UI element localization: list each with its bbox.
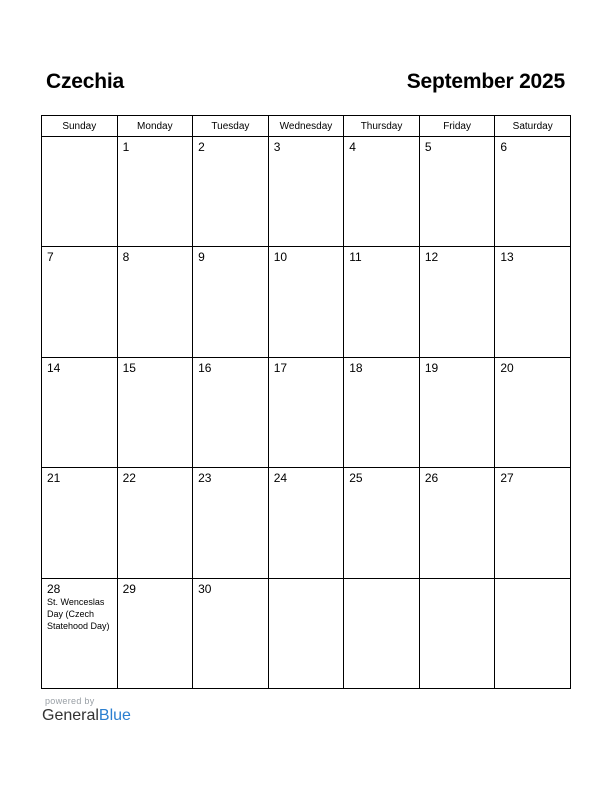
day-cell (42, 578, 118, 688)
day-number: 8 (122, 250, 130, 265)
weekday-header: Sunday (42, 116, 118, 137)
day-number (420, 579, 495, 582)
day-number: 13 (500, 250, 514, 265)
day-number: 9 (198, 250, 205, 265)
day-cell (495, 578, 571, 688)
day-number: 1 (122, 140, 130, 154)
day-cell (193, 578, 269, 688)
day-cell (344, 578, 420, 688)
day-number: 19 (424, 360, 439, 375)
day-number: 3 (273, 140, 281, 154)
weekday-header: Saturday (495, 116, 571, 137)
day-cell (268, 468, 344, 578)
day-number: 30 (198, 581, 212, 596)
day-cell (117, 578, 193, 688)
day-cell (419, 578, 495, 688)
day-cell (495, 137, 571, 247)
day-cell (117, 137, 193, 247)
day-number: 6 (500, 140, 508, 154)
day-number: 28 (47, 581, 61, 596)
day-cell (117, 357, 193, 467)
day-cell (193, 247, 269, 357)
day-cell (42, 247, 118, 357)
week-row (42, 578, 571, 688)
day-cell (495, 468, 571, 578)
day-cell (117, 468, 193, 578)
day-cell (419, 357, 495, 467)
day-cell (495, 247, 571, 357)
weekday-header-row (42, 116, 571, 137)
day-number: 16 (198, 360, 212, 375)
footer-branding (42, 696, 131, 725)
generalblue-logo[interactable] (42, 707, 131, 725)
weekday-header: Tuesday (193, 116, 269, 137)
day-number (344, 579, 419, 582)
day-number: 24 (273, 471, 288, 486)
day-number: 11 (349, 250, 362, 265)
day-number: 14 (47, 360, 61, 375)
day-number: 23 (198, 471, 212, 486)
day-cell (419, 247, 495, 357)
day-number: 20 (500, 360, 514, 375)
weekday-header: Thursday (344, 116, 420, 137)
day-cell (42, 137, 118, 247)
day-number: 26 (424, 471, 439, 486)
holiday-label: St. Wenceslas Day (Czech Statehood Day) (47, 596, 110, 631)
calendar-grid (41, 115, 571, 689)
day-cell (344, 137, 420, 247)
day-cell (344, 247, 420, 357)
weekday-header: Friday (419, 116, 495, 137)
day-number: 5 (424, 140, 432, 154)
day-number: 4 (349, 140, 356, 154)
day-number (495, 579, 570, 582)
day-cell (42, 468, 118, 578)
day-cell (117, 247, 193, 357)
day-cell (268, 357, 344, 467)
day-number: 2 (198, 140, 205, 154)
day-number: 7 (47, 250, 54, 265)
day-cell (344, 357, 420, 467)
day-number: 29 (122, 581, 136, 596)
day-number: 22 (122, 471, 136, 486)
day-number: 27 (500, 471, 514, 486)
day-number: 10 (273, 250, 288, 265)
day-number: 15 (122, 360, 136, 375)
day-number: 21 (47, 471, 61, 486)
country-title: Czechia (46, 70, 124, 93)
weekday-header: Monday (117, 116, 193, 137)
day-cell (495, 357, 571, 467)
week-row (42, 247, 571, 357)
day-cell (268, 247, 344, 357)
day-cell (193, 468, 269, 578)
day-number (269, 579, 344, 582)
day-cell (268, 578, 344, 688)
day-cell (193, 357, 269, 467)
day-cell (193, 137, 269, 247)
day-cell (344, 468, 420, 578)
weekday-header: Wednesday (268, 116, 344, 137)
week-row (42, 357, 571, 467)
day-cell (419, 137, 495, 247)
day-number (42, 137, 117, 140)
day-cell (42, 357, 118, 467)
week-row (42, 468, 571, 578)
brand-blue-text: Blue (98, 707, 131, 724)
day-number: 25 (349, 471, 363, 486)
brand-general-text: General (42, 707, 99, 724)
day-number: 17 (273, 360, 288, 375)
powered-by-text: powered by (45, 696, 95, 706)
day-cell (268, 137, 344, 247)
day-cell (419, 468, 495, 578)
month-year-title: September 2025 (406, 70, 565, 93)
day-number: 12 (424, 250, 439, 265)
day-number: 18 (349, 360, 363, 375)
week-row (42, 137, 571, 247)
